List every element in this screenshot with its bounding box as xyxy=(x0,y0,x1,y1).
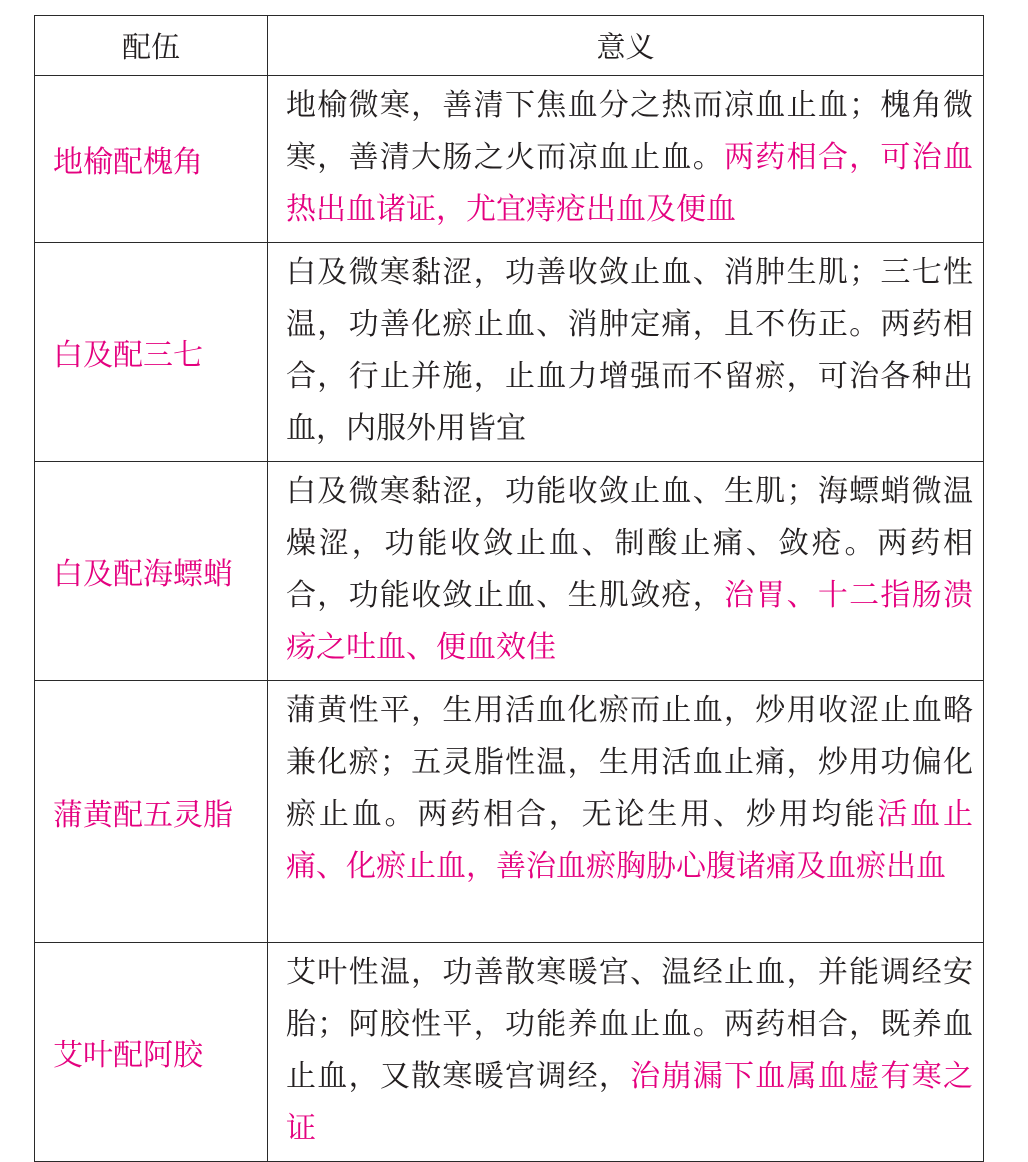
table-row xyxy=(35,243,984,462)
table-row xyxy=(35,681,984,943)
table-row xyxy=(35,76,984,243)
meaning-cell xyxy=(268,681,984,943)
meaning-cell xyxy=(268,243,984,462)
meaning-text: 蒲黄性平，生用活血化瘀而止血，炒用收涩止血略兼化瘀；五灵脂性温，生用活血止痛，炒用功偏化瘀止血。两药相合，无论生用、炒用均能 xyxy=(286,693,973,832)
pairing-cell: 地榆配槐角 xyxy=(35,76,268,243)
meaning-cell xyxy=(268,943,984,1162)
table-header-row xyxy=(35,16,984,76)
meaning-text: 地榆微寒，善清下焦血分之热而凉血止血；槐角微寒，善清大肠之火而凉血止血。 xyxy=(286,88,973,175)
pairing-cell: 白及配海螵蛸 xyxy=(35,462,268,681)
pairing-cell: 白及配三七 xyxy=(35,243,268,462)
meaning-text: 白及微寒黏涩，功能收敛止血、生肌；海螵蛸微温燥涩，功能收敛止血、制酸止痛、敛疮。两药相合，功能收敛止血、生肌敛疮， xyxy=(286,474,973,613)
meaning-highlight: 治崩漏下血属血虚有寒之证 xyxy=(286,1059,974,1146)
meaning-cell xyxy=(268,462,984,681)
header-pairing: 配伍 xyxy=(35,16,268,76)
header-meaning: 意义 xyxy=(268,16,984,76)
meaning-highlight: 两药相合，可治血热出血诸证，尤宜痔疮出血及便血 xyxy=(286,140,973,227)
meaning-highlight: 活血止痛、化瘀止血，善治血瘀胸胁心腹诸痛及血瘀出血 xyxy=(286,797,974,884)
pairing-cell: 艾叶配阿胶 xyxy=(35,943,268,1162)
herb-pairing-table xyxy=(34,15,984,1162)
meaning-text: 白及微寒黏涩，功善收敛止血、消肿生肌；三七性温，功善化瘀止血、消肿定痛，且不伤正。两药相合，行止并施，止血力增强而不留瘀，可治各种出血，内服外用皆宜 xyxy=(286,255,973,446)
meaning-highlight: 治胃、十二指肠溃疡之吐血、便血效佳 xyxy=(286,578,973,665)
meaning-text: 艾叶性温，功善散寒暖宫、温经止血，并能调经安胎；阿胶性平，功能养血止血。两药相合，既养血止血，又散寒暖宫调经， xyxy=(286,955,973,1094)
table-row xyxy=(35,462,984,681)
pairing-cell: 蒲黄配五灵脂 xyxy=(35,681,268,943)
table-row xyxy=(35,943,984,1162)
meaning-cell xyxy=(268,76,984,243)
